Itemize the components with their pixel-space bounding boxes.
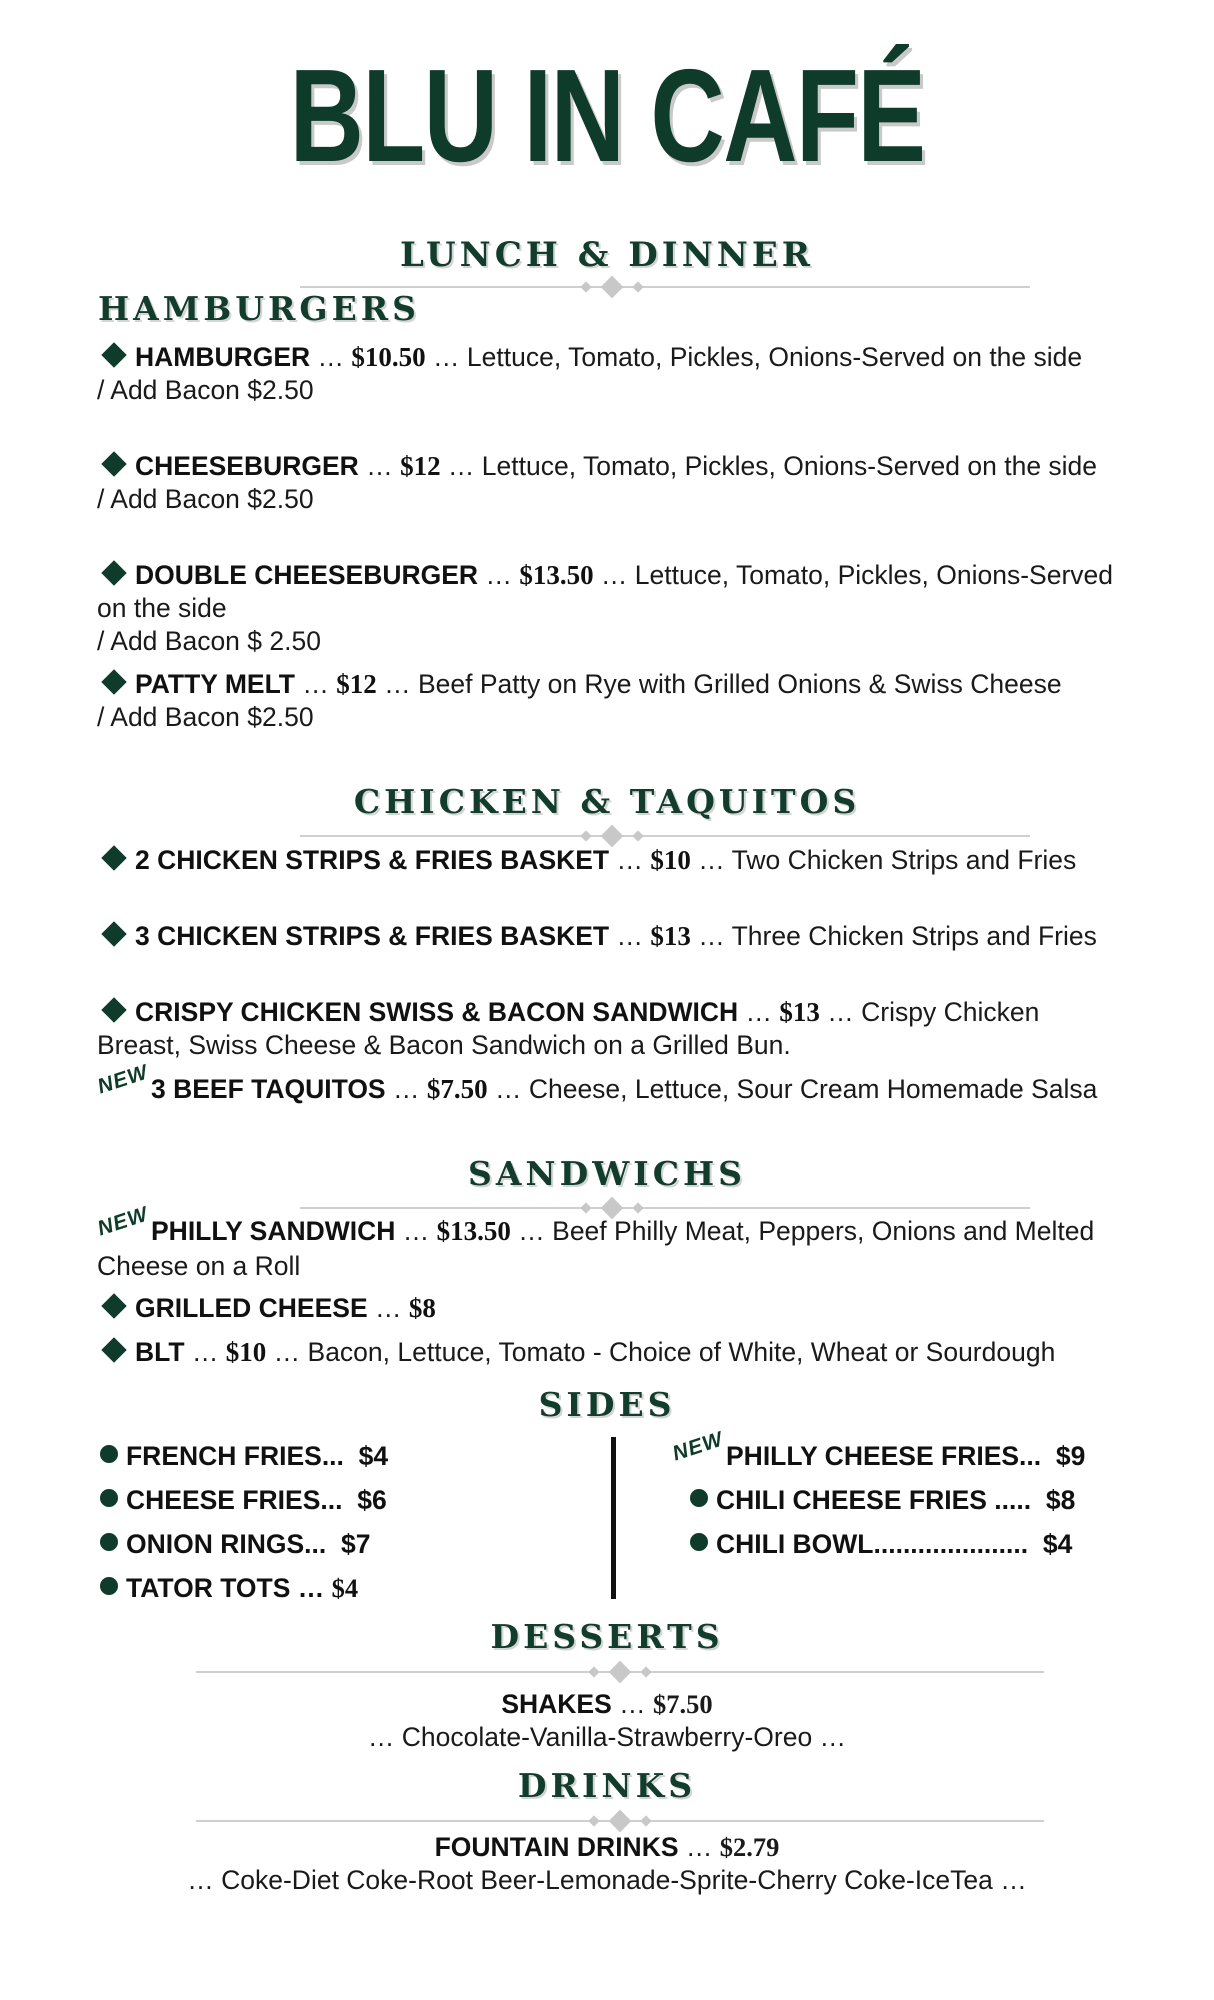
menu-item: DOUBLE CHEESEBURGER … $13.50 … Lettuce, Tomato, Pickles, Onions-Served on the side / Add Bacon $ 2.50 [97,560,1114,656]
diamond-bullet-icon [101,669,126,694]
diamond-bullet-icon [101,997,126,1022]
divider-ornament [580,1811,660,1831]
section-title-desserts: DESSERTS [490,1617,724,1656]
menu-item: 2 CHICKEN STRIPS & FRIES BASKET … $10 … Two Chicken Strips and Fries [97,844,1127,877]
circle-bullet-icon [690,1489,708,1507]
diamond-bullet-icon [101,560,126,585]
new-badge: NEW [669,1427,727,1466]
side-item: CHILI CHEESE FRIES ..... $8 [690,1484,1075,1517]
diamond-bullet-icon [101,342,126,367]
side-item: CHILI BOWL..................... $4 [690,1528,1072,1561]
restaurant-logo: BLU IN CAFÉ [289,42,925,189]
diamond-bullet-icon [101,1337,126,1362]
menu-subtitle: LUNCH & DINNER [399,235,815,275]
menu-item: CRISPY CHICKEN SWISS & BACON SANDWICH … $13 … Crispy Chicken Breast, Swiss Cheese & Bacon Sandwich on a Grilled Bun. [97,997,1040,1060]
section-title-chicken: CHICKEN & TAQUITOS [353,782,861,821]
menu-item: 3 CHICKEN STRIPS & FRIES BASKET … $13 … Three Chicken Strips and Fries [97,920,1127,953]
divider-ornament [572,277,652,297]
divider-line [300,286,1030,288]
divider-line [300,835,1030,837]
sides-column-divider [611,1437,616,1599]
side-item: TATOR TOTS … $4 [100,1572,358,1605]
menu-item: NEWPHILLY SANDWICH … $13.50 … Beef Philly Meat, Peppers, Onions and Melted Cheese on a Roll [97,1215,1127,1283]
side-item: ONION RINGS... $7 [100,1528,370,1561]
circle-bullet-icon [690,1533,708,1551]
section-title-sides: SIDES [538,1385,676,1424]
diamond-bullet-icon [101,921,126,946]
menu-item: CHEESEBURGER … $12 … Lettuce, Tomato, Pickles, Onions-Served on the side / Add Bacon $2.50 [97,451,1098,514]
diamond-bullet-icon [101,845,126,870]
diamond-bullet-icon [101,451,126,476]
circle-bullet-icon [100,1533,118,1551]
circle-bullet-icon [100,1445,118,1463]
menu-item: HAMBURGER … $10.50 … Lettuce, Tomato, Pickles, Onions-Served on the side / Add Bacon $2.50 [97,342,1083,405]
section-title-drinks: DRINKS [517,1766,697,1805]
drink-item: FOUNTAIN DRINKS … $2.79 … Coke-Diet Coke-Root Beer-Lemonade-Sprite-Cherry Coke-IceTea … [187,1832,1027,1895]
new-badge: NEW [94,1060,152,1099]
side-item: NEWPHILLY CHEESE FRIES... $9 [672,1440,1085,1475]
menu-item: NEW3 BEEF TAQUITOS … $7.50 … Cheese, Lettuce, Sour Cream Homemade Salsa [97,1073,1127,1108]
section-title-sandwiches: SANDWICHS [468,1154,746,1193]
dessert-item: SHAKES … $7.50 … Chocolate-Vanilla-Strawberry-Oreo … [367,1689,847,1752]
diamond-bullet-icon [101,1293,126,1318]
menu-item: PATTY MELT … $12 … Beef Patty on Rye with Grilled Onions & Swiss Cheese / Add Bacon $2.50 [97,669,1062,732]
menu-item: GRILLED CHEESE … $8 [97,1292,1127,1325]
circle-bullet-icon [100,1489,118,1507]
side-item: CHEESE FRIES... $6 [100,1484,387,1517]
side-item: FRENCH FRIES... $4 [100,1440,388,1473]
new-badge: NEW [94,1202,152,1241]
divider-line [300,1207,1030,1209]
menu-item: BLT … $10 … Bacon, Lettuce, Tomato - Choice of White, Wheat or Sourdough [97,1336,1197,1369]
section-title-hamburgers: HAMBURGERS [98,289,420,328]
divider-ornament [572,826,652,846]
divider-ornament [580,1662,660,1682]
circle-bullet-icon [100,1577,118,1595]
